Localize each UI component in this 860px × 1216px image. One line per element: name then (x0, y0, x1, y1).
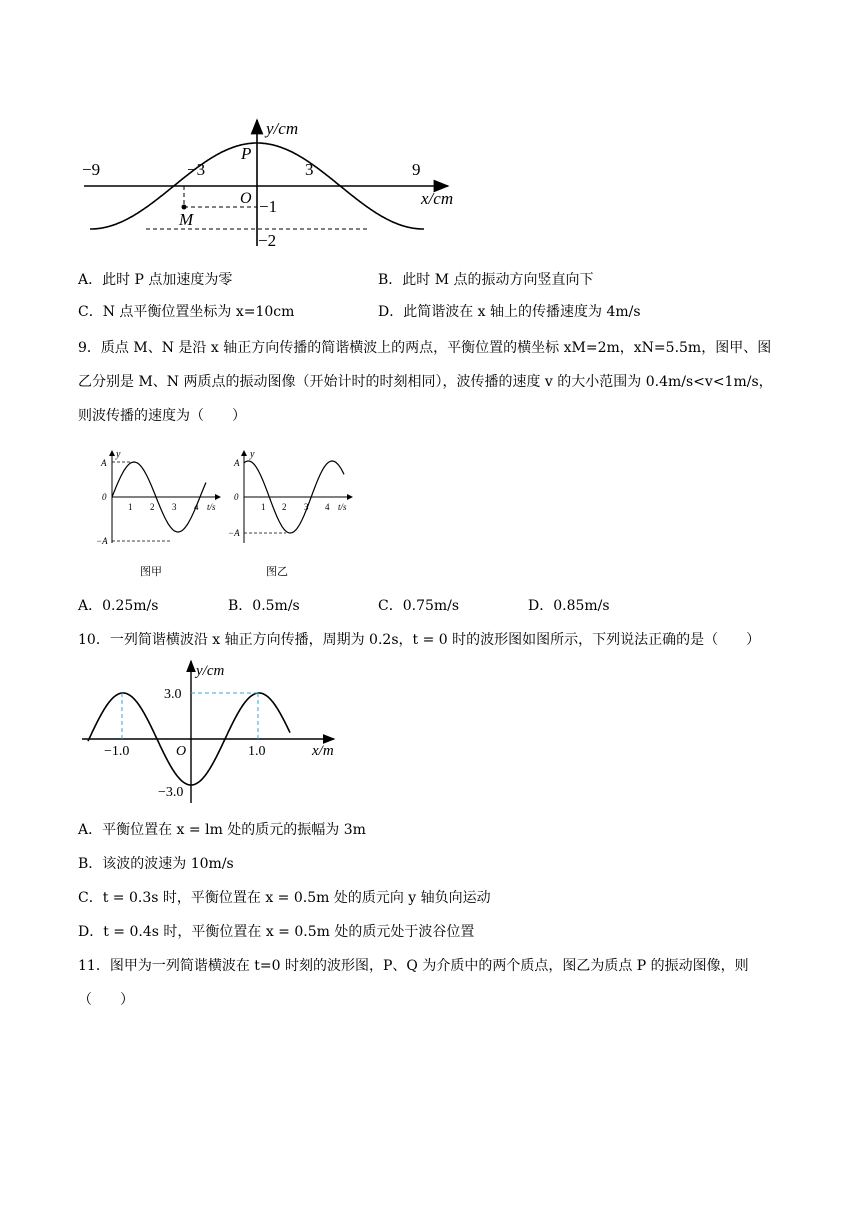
svg-text:0: 0 (102, 492, 107, 502)
svg-text:4: 4 (325, 502, 330, 512)
svg-text:t/s: t/s (338, 502, 347, 512)
q8-option-b[interactable]: B．此时 M 点的振动方向竖直向下 (378, 272, 594, 288)
q10-x-pos: 1.0 (248, 744, 266, 759)
q10-stem: 10．一列简谐横波沿 x 轴正方向传播，周期为 0.2s，t = 0 时的波形图如图所示，下列说法正确的是（ ） (78, 632, 761, 648)
point-m-label: M (179, 210, 194, 229)
vibration-graph-yi (228, 447, 366, 579)
tick-neg3: −3 (187, 160, 206, 179)
q8-option-d[interactable]: D．此简谐波在 x 轴上的传播速度为 4m/s (378, 304, 641, 320)
point-p-label: P (241, 144, 252, 163)
svg-text:2: 2 (282, 502, 287, 512)
caption-jia: 图甲 (140, 566, 162, 578)
vibration-graph-jia (92, 447, 230, 579)
caption-yi: 图乙 (266, 566, 288, 578)
q9-option-d[interactable]: D．0.85m/s (528, 598, 610, 614)
svg-text:1: 1 (128, 502, 133, 512)
svg-text:0: 0 (234, 492, 239, 502)
wave-figure-q8 (78, 112, 470, 252)
svg-text:3: 3 (304, 502, 309, 512)
tick-neg9: −9 (82, 160, 101, 179)
svg-text:4: 4 (194, 502, 199, 512)
svg-text:−A: −A (96, 536, 108, 546)
q10-y-label: y/cm (196, 663, 225, 679)
q9-option-c[interactable]: C．0.75m/s (378, 598, 460, 614)
y-axis-label: y/cm (266, 119, 299, 138)
svg-text:A: A (234, 458, 240, 468)
q10-y-top: 3.0 (164, 687, 182, 702)
svg-text:y: y (116, 449, 121, 460)
svg-text:1: 1 (261, 502, 266, 512)
q9-option-b[interactable]: B．0.5m/s (228, 598, 300, 614)
svg-text:−A: −A (228, 528, 240, 538)
q9-stem-line1: 9．质点 M、N 是沿 x 轴正方向传播的简谐横波上的两点，平衡位置的横坐标 xM=2m，xN=5.5m，图甲、图 (78, 340, 772, 356)
svg-text:t/s: t/s (207, 502, 216, 512)
q11-stem-line1: 11．图甲为一列简谐横波在 t=0 时刻的波形图，P、Q 为介质中的两个质点，图乙为质点 P 的振动图像，则 (78, 958, 749, 974)
q9-option-a[interactable]: A．0.25m/s (78, 598, 159, 614)
q10-x-neg: −1.0 (104, 744, 130, 759)
q10-option-b[interactable]: B．该波的波速为 10m/s (78, 856, 234, 872)
wave-figure-q10 (78, 657, 348, 807)
svg-text:3: 3 (172, 502, 177, 512)
q10-option-a[interactable]: A．平衡位置在 x = lm 处的质元的振幅为 3m (78, 822, 366, 838)
tick-pos9: 9 (412, 160, 421, 179)
q8-option-c[interactable]: C．N 点平衡位置坐标为 x=10cm (78, 304, 295, 320)
q10-y-bot: −3.0 (158, 785, 184, 800)
q11-stem-line2: （ ） (78, 992, 134, 1008)
tick-neg1: −1 (259, 197, 278, 216)
q8-option-a[interactable]: A．此时 P 点加速度为零 (78, 272, 233, 288)
q10-origin: O (176, 744, 187, 759)
x-axis-label: x/cm (421, 189, 454, 208)
svg-text:A: A (101, 458, 107, 468)
q9-stem-line3: 则波传播的速度为（ ） (78, 408, 246, 424)
origin-label: O (240, 190, 252, 207)
tick-pos3: 3 (305, 160, 314, 179)
q9-stem-line2: 乙分别是 M、N 两质点的振动图像（开始计时的时刻相同），波传播的速度 v 的大小范围为 0.4m/s<v<1m/s， (78, 374, 773, 390)
point-m-dot (182, 205, 187, 210)
svg-text:y: y (250, 449, 255, 460)
q10-option-d[interactable]: D．t = 0.4s 时，平衡位置在 x = 0.5m 处的质元处于波谷位置 (78, 924, 475, 940)
tick-neg2: −2 (258, 231, 277, 250)
q10-option-c[interactable]: C．t = 0.3s 时，平衡位置在 x = 0.5m 处的质元向 y 轴负向运动 (78, 890, 491, 906)
q10-x-label: x/m (312, 743, 334, 759)
svg-text:2: 2 (150, 502, 155, 512)
